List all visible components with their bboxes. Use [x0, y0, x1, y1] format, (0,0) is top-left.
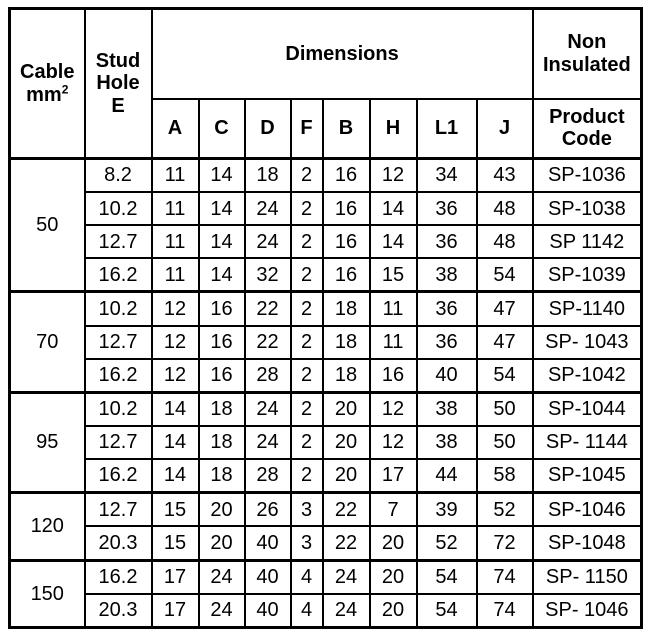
dim-cell: 16 — [323, 258, 370, 292]
header-cable-cell — [10, 9, 85, 159]
table-row — [10, 326, 642, 359]
product-code-cell: SP 1142 — [533, 225, 642, 258]
dim-cell: 16 — [370, 359, 417, 393]
dim-cell: 17 — [152, 560, 199, 594]
cable-size-cell: 50 — [10, 159, 85, 292]
dim-cell: 20 — [323, 392, 370, 426]
dim-col-header-j: J — [477, 99, 533, 159]
dim-cell: 12 — [152, 359, 199, 393]
table-row — [10, 493, 642, 527]
dim-cell: 28 — [245, 359, 291, 393]
dim-cell: 18 — [245, 159, 291, 193]
dim-cell: 11 — [370, 326, 417, 359]
dim-cell: 24 — [199, 560, 245, 594]
dim-cell: 24 — [245, 225, 291, 258]
dim-cell: 4 — [291, 560, 323, 594]
header-stud-hole-cell — [85, 9, 152, 159]
dim-cell: 39 — [417, 493, 477, 527]
dim-cell: 38 — [417, 392, 477, 426]
dim-cell: 12 — [152, 292, 199, 326]
stud-hole-e-cell: 12.7 — [85, 426, 152, 459]
dim-cell: 17 — [370, 459, 417, 493]
product-code-cell: SP-1039 — [533, 258, 642, 292]
dim-cell: 12 — [370, 159, 417, 193]
dim-cell: 20 — [370, 526, 417, 560]
dim-cell: 47 — [477, 326, 533, 359]
dim-cell: 52 — [477, 493, 533, 527]
dim-cell: 7 — [370, 493, 417, 527]
dim-cell: 34 — [417, 159, 477, 193]
dim-cell: 24 — [245, 392, 291, 426]
product-code-cell: SP-1048 — [533, 526, 642, 560]
table-row — [10, 459, 642, 493]
table-row — [10, 560, 642, 594]
dim-cell: 14 — [199, 258, 245, 292]
stud-hole-e-cell: 20.3 — [85, 594, 152, 628]
dim-cell: 22 — [245, 292, 291, 326]
dim-cell: 20 — [370, 560, 417, 594]
dim-cell: 48 — [477, 225, 533, 258]
dim-cell: 20 — [323, 426, 370, 459]
dim-cell: 11 — [152, 225, 199, 258]
dim-cell: 11 — [152, 159, 199, 193]
dim-cell: 4 — [291, 594, 323, 628]
header-non-insulated-cell: Non Insulated — [533, 9, 642, 99]
dim-cell: 2 — [291, 359, 323, 393]
dim-cell: 28 — [245, 459, 291, 493]
dim-cell: 2 — [291, 392, 323, 426]
dim-cell: 16 — [199, 359, 245, 393]
dim-cell: 22 — [323, 493, 370, 527]
dim-cell: 24 — [245, 192, 291, 225]
dim-cell: 74 — [477, 560, 533, 594]
dim-cell: 18 — [199, 392, 245, 426]
dim-cell: 40 — [245, 594, 291, 628]
stud-hole-e-cell: 8.2 — [85, 159, 152, 193]
dim-cell: 12 — [370, 392, 417, 426]
dim-cell: 22 — [323, 526, 370, 560]
dim-col-header-f: F — [291, 99, 323, 159]
dim-cell: 36 — [417, 292, 477, 326]
dim-cell: 16 — [199, 326, 245, 359]
table-row — [10, 426, 642, 459]
cable-size-cell: 70 — [10, 292, 85, 392]
dim-cell: 40 — [417, 359, 477, 393]
dim-cell: 14 — [152, 392, 199, 426]
cable-label-unit: mm — [26, 83, 62, 106]
product-code-cell: SP-1046 — [533, 493, 642, 527]
dim-col-header-d: D — [245, 99, 291, 159]
dim-cell: 38 — [417, 426, 477, 459]
dim-cell: 14 — [199, 225, 245, 258]
dim-cell: 2 — [291, 426, 323, 459]
dim-cell: 11 — [152, 258, 199, 292]
dim-cell: 2 — [291, 459, 323, 493]
dim-cell: 15 — [370, 258, 417, 292]
dim-cell: 20 — [323, 459, 370, 493]
product-code-cell: SP-1038 — [533, 192, 642, 225]
dim-cell: 36 — [417, 225, 477, 258]
dim-cell: 3 — [291, 526, 323, 560]
dim-col-header-h: H — [370, 99, 417, 159]
dim-cell: 43 — [477, 159, 533, 193]
product-code-cell: SP- 1150 — [533, 560, 642, 594]
product-code-cell: SP-1044 — [533, 392, 642, 426]
product-code-cell: SP- 1043 — [533, 326, 642, 359]
dim-cell: 72 — [477, 526, 533, 560]
dim-cell: 32 — [245, 258, 291, 292]
dim-cell: 14 — [152, 459, 199, 493]
dim-cell: 15 — [152, 493, 199, 527]
cable-size-cell: 120 — [10, 493, 85, 560]
dim-cell: 17 — [152, 594, 199, 628]
dim-cell: 24 — [199, 594, 245, 628]
header-product-code-cell: Product Code — [533, 99, 642, 159]
table-row — [10, 225, 642, 258]
stud-label-line1: Stud — [95, 49, 141, 72]
dim-col-header-a: A — [152, 99, 199, 159]
dim-cell: 52 — [417, 526, 477, 560]
product-code-cell: SP- 1046 — [533, 594, 642, 628]
stud-hole-e-cell: 12.7 — [85, 326, 152, 359]
dim-cell: 74 — [477, 594, 533, 628]
dim-cell: 11 — [152, 192, 199, 225]
stud-hole-e-cell: 16.2 — [85, 258, 152, 292]
table-row — [10, 159, 642, 193]
dim-col-header-b: B — [323, 99, 370, 159]
dim-cell: 38 — [417, 258, 477, 292]
dim-cell: 16 — [323, 159, 370, 193]
header-dimensions-cell: Dimensions — [152, 9, 533, 99]
dim-cell: 2 — [291, 292, 323, 326]
dim-cell: 18 — [323, 359, 370, 393]
dim-cell: 2 — [291, 225, 323, 258]
dim-cell: 36 — [417, 326, 477, 359]
product-code-cell: SP-1036 — [533, 159, 642, 193]
dim-cell: 20 — [370, 594, 417, 628]
dim-cell: 16 — [323, 192, 370, 225]
dim-cell: 12 — [152, 326, 199, 359]
product-code-cell: SP-1140 — [533, 292, 642, 326]
dim-cell: 14 — [152, 426, 199, 459]
product-code-cell: SP- 1144 — [533, 426, 642, 459]
dim-cell: 54 — [477, 258, 533, 292]
dim-cell: 48 — [477, 192, 533, 225]
dim-cell: 54 — [417, 594, 477, 628]
dim-cell: 14 — [370, 192, 417, 225]
dim-cell: 20 — [199, 493, 245, 527]
dim-cell: 2 — [291, 258, 323, 292]
dim-cell: 54 — [477, 359, 533, 393]
dim-cell: 18 — [199, 459, 245, 493]
stud-hole-e-cell: 10.2 — [85, 292, 152, 326]
table-row — [10, 594, 642, 628]
dim-cell: 15 — [152, 526, 199, 560]
stud-hole-e-cell: 16.2 — [85, 459, 152, 493]
dim-cell: 18 — [199, 426, 245, 459]
dim-cell: 24 — [323, 560, 370, 594]
table-row — [10, 392, 642, 426]
dim-cell: 14 — [199, 192, 245, 225]
dim-cell: 18 — [323, 292, 370, 326]
table-row — [10, 359, 642, 393]
stud-hole-e-cell: 12.7 — [85, 493, 152, 527]
cable-label-sup: 2 — [61, 81, 69, 96]
product-code-cell: SP-1042 — [533, 359, 642, 393]
table-row — [10, 192, 642, 225]
header-row-1 — [10, 9, 642, 99]
spec-table — [8, 7, 643, 629]
dim-cell: 20 — [199, 526, 245, 560]
dim-cell: 44 — [417, 459, 477, 493]
dim-cell: 11 — [370, 292, 417, 326]
dim-cell: 12 — [370, 426, 417, 459]
dim-cell: 24 — [245, 426, 291, 459]
dim-cell: 40 — [245, 560, 291, 594]
dim-cell: 24 — [323, 594, 370, 628]
table-row — [10, 258, 642, 292]
dim-cell: 22 — [245, 326, 291, 359]
dim-col-header-l1: L1 — [417, 99, 477, 159]
stud-hole-e-cell: 20.3 — [85, 526, 152, 560]
cable-size-cell: 95 — [10, 392, 85, 492]
stud-hole-e-cell: 10.2 — [85, 192, 152, 225]
dim-cell: 2 — [291, 326, 323, 359]
stud-label-line3: E — [111, 94, 125, 117]
dim-cell: 36 — [417, 192, 477, 225]
stud-hole-e-cell: 12.7 — [85, 225, 152, 258]
dim-cell: 18 — [323, 326, 370, 359]
stud-hole-e-cell: 10.2 — [85, 392, 152, 426]
dim-cell: 3 — [291, 493, 323, 527]
cable-label-line1: Cable — [20, 61, 75, 84]
stud-hole-e-cell: 16.2 — [85, 560, 152, 594]
dim-cell: 14 — [199, 159, 245, 193]
table-row — [10, 292, 642, 326]
stud-label-line2: Hole — [96, 72, 140, 95]
dim-col-header-c: C — [199, 99, 245, 159]
dim-cell: 14 — [370, 225, 417, 258]
table-row — [10, 526, 642, 560]
dim-cell: 50 — [477, 426, 533, 459]
dim-cell: 47 — [477, 292, 533, 326]
dim-cell: 16 — [199, 292, 245, 326]
cable-size-cell: 150 — [10, 560, 85, 627]
dim-cell: 26 — [245, 493, 291, 527]
dim-cell: 2 — [291, 192, 323, 225]
dim-cell: 40 — [245, 526, 291, 560]
dim-cell: 54 — [417, 560, 477, 594]
dim-cell: 16 — [323, 225, 370, 258]
dim-cell: 50 — [477, 392, 533, 426]
stud-hole-e-cell: 16.2 — [85, 359, 152, 393]
product-code-cell: SP-1045 — [533, 459, 642, 493]
dim-cell: 58 — [477, 459, 533, 493]
dim-cell: 2 — [291, 159, 323, 193]
